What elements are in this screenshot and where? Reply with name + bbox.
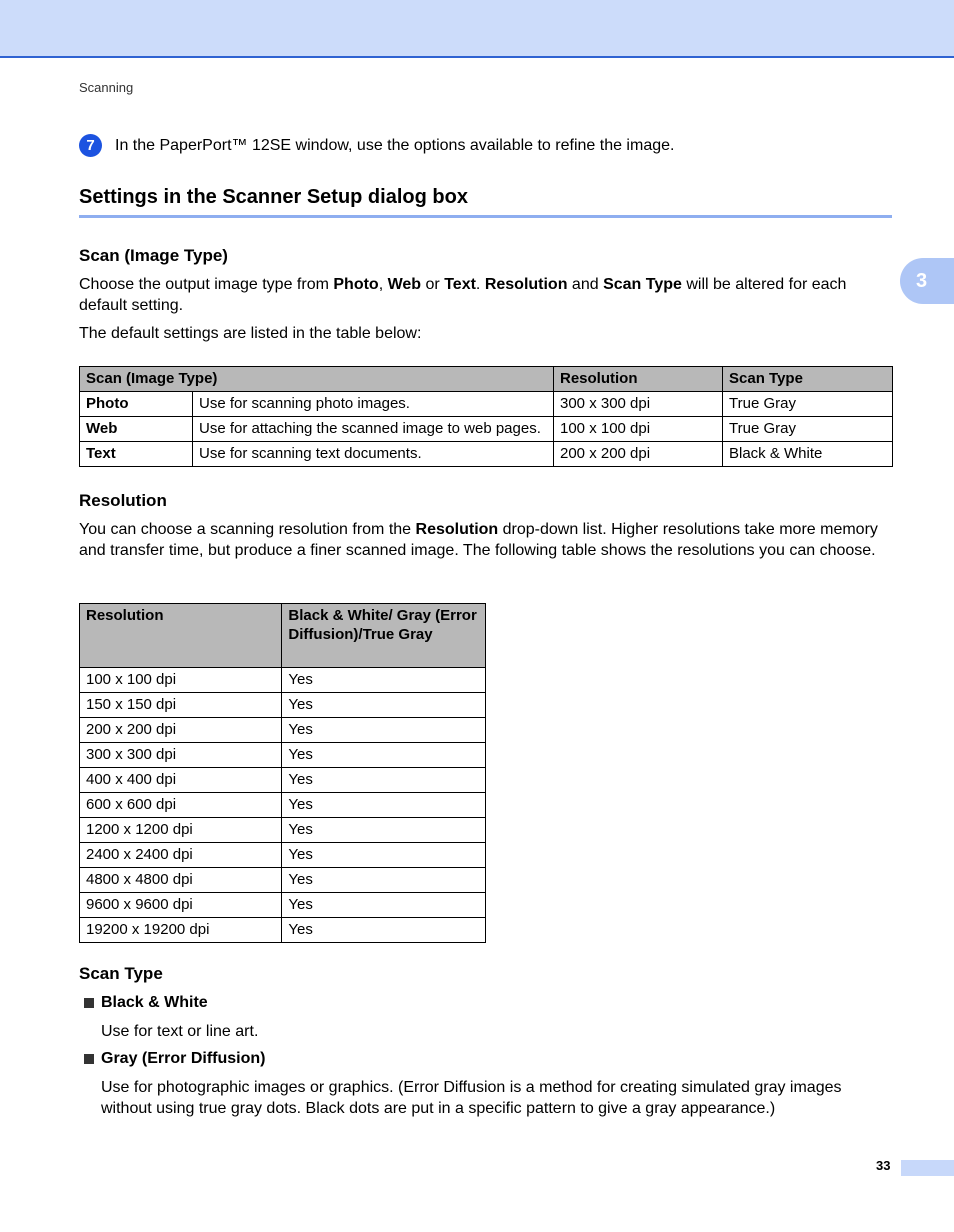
table-cell: Use for scanning photo images. <box>193 392 554 417</box>
table-row <box>80 768 486 793</box>
step-number-badge: 7 <box>79 134 102 157</box>
table-header: Black & White/ Gray (Error Diffusion)/True Gray <box>282 604 486 668</box>
table-row <box>80 918 486 943</box>
resolution-table-body <box>80 668 486 943</box>
step-7 <box>79 134 674 157</box>
table-row <box>80 743 486 768</box>
table-cell: Use for attaching the scanned image to web pages. <box>193 417 554 442</box>
heading-scan-type: Scan Type <box>79 964 163 983</box>
table-header: Scan Type <box>723 367 893 392</box>
resolution-intro: You can choose a scanning resolution from the Resolution drop-down list. Higher resolutions take more memory and transfer time, but produce a finer scanned image. The following table shows the resolutions you can choose. <box>79 521 878 559</box>
table-cell: Yes <box>282 718 486 743</box>
table-cell: 19200 x 19200 dpi <box>80 918 282 943</box>
table-cell: Yes <box>282 768 486 793</box>
table-cell: Yes <box>282 668 486 693</box>
table-row <box>80 417 893 442</box>
section-label: Scanning <box>79 80 134 95</box>
bullet-square-icon <box>84 1054 94 1064</box>
table-row <box>80 893 486 918</box>
page-title: Settings in the Scanner Setup dialog box <box>79 186 892 218</box>
table-row <box>80 843 486 868</box>
table-cell: True Gray <box>723 417 893 442</box>
table-cell: 9600 x 9600 dpi <box>80 893 282 918</box>
table-cell: Yes <box>282 893 486 918</box>
table-cell: Web <box>80 417 193 442</box>
table-header-row <box>80 367 893 392</box>
table-cell: 300 x 300 dpi <box>554 392 723 417</box>
table-cell: 2400 x 2400 dpi <box>80 843 282 868</box>
step-text: In the PaperPort™ 12SE window, use the options available to refine the image. <box>115 136 675 154</box>
table-row <box>80 818 486 843</box>
table-row <box>80 442 893 467</box>
table-cell: Yes <box>282 918 486 943</box>
table-row <box>80 392 893 417</box>
resolution-table <box>79 603 486 943</box>
bullet-black-white <box>84 994 208 1012</box>
table-cell: Yes <box>282 743 486 768</box>
table-cell: Yes <box>282 818 486 843</box>
table-cell: Yes <box>282 868 486 893</box>
table-cell: Yes <box>282 843 486 868</box>
table-cell: 200 x 200 dpi <box>80 718 282 743</box>
table-cell: 1200 x 1200 dpi <box>80 818 282 843</box>
table-row <box>80 693 486 718</box>
bullet-square-icon <box>84 998 94 1008</box>
heading-resolution: Resolution <box>79 491 167 510</box>
heading-scan-image-type: Scan (Image Type) <box>79 246 228 265</box>
table-row <box>80 868 486 893</box>
bullet-title: Gray (Error Diffusion) <box>101 1050 266 1067</box>
table-cell: 100 x 100 dpi <box>554 417 723 442</box>
table-cell: 100 x 100 dpi <box>80 668 282 693</box>
table-header-row <box>80 604 486 668</box>
table-row <box>80 718 486 743</box>
table-row <box>80 793 486 818</box>
page-number: 33 <box>876 1158 891 1173</box>
table-cell: Use for scanning text documents. <box>193 442 554 467</box>
table-cell: 4800 x 4800 dpi <box>80 868 282 893</box>
table-cell: 600 x 600 dpi <box>80 793 282 818</box>
image-type-table <box>79 366 893 467</box>
table-cell: Yes <box>282 693 486 718</box>
table-cell: Text <box>80 442 193 467</box>
header-bar <box>0 0 954 58</box>
table-header: Resolution <box>80 604 282 668</box>
bullet-description: Use for photographic images or graphics. (Error Diffusion is a method for creating simulated gray images without using true gray dots. Black dots are put in a specific pattern to give a gray appearance.) <box>101 1079 842 1117</box>
table-row <box>80 668 486 693</box>
table-header: Resolution <box>554 367 723 392</box>
bullet-title: Black & White <box>101 994 208 1011</box>
table-cell: 200 x 200 dpi <box>554 442 723 467</box>
table-cell: 400 x 400 dpi <box>80 768 282 793</box>
table-cell: True Gray <box>723 392 893 417</box>
table-cell: Photo <box>80 392 193 417</box>
table-cell: Black & White <box>723 442 893 467</box>
table-cell: 300 x 300 dpi <box>80 743 282 768</box>
chapter-tab[interactable]: 3 <box>900 258 954 304</box>
bullet-gray-error-diffusion <box>84 1050 265 1068</box>
bullet-description: Use for text or line art. <box>101 1023 259 1040</box>
scan-image-type-intro: Choose the output image type from Photo, Web or Text. Resolution and Scan Type will be altered for each default setting. <box>79 276 847 314</box>
table-header: Scan (Image Type) <box>80 367 554 392</box>
table-cell: Yes <box>282 793 486 818</box>
page-number-bar <box>901 1160 954 1176</box>
defaults-note: The default settings are listed in the table below: <box>79 325 422 342</box>
table-cell: 150 x 150 dpi <box>80 693 282 718</box>
